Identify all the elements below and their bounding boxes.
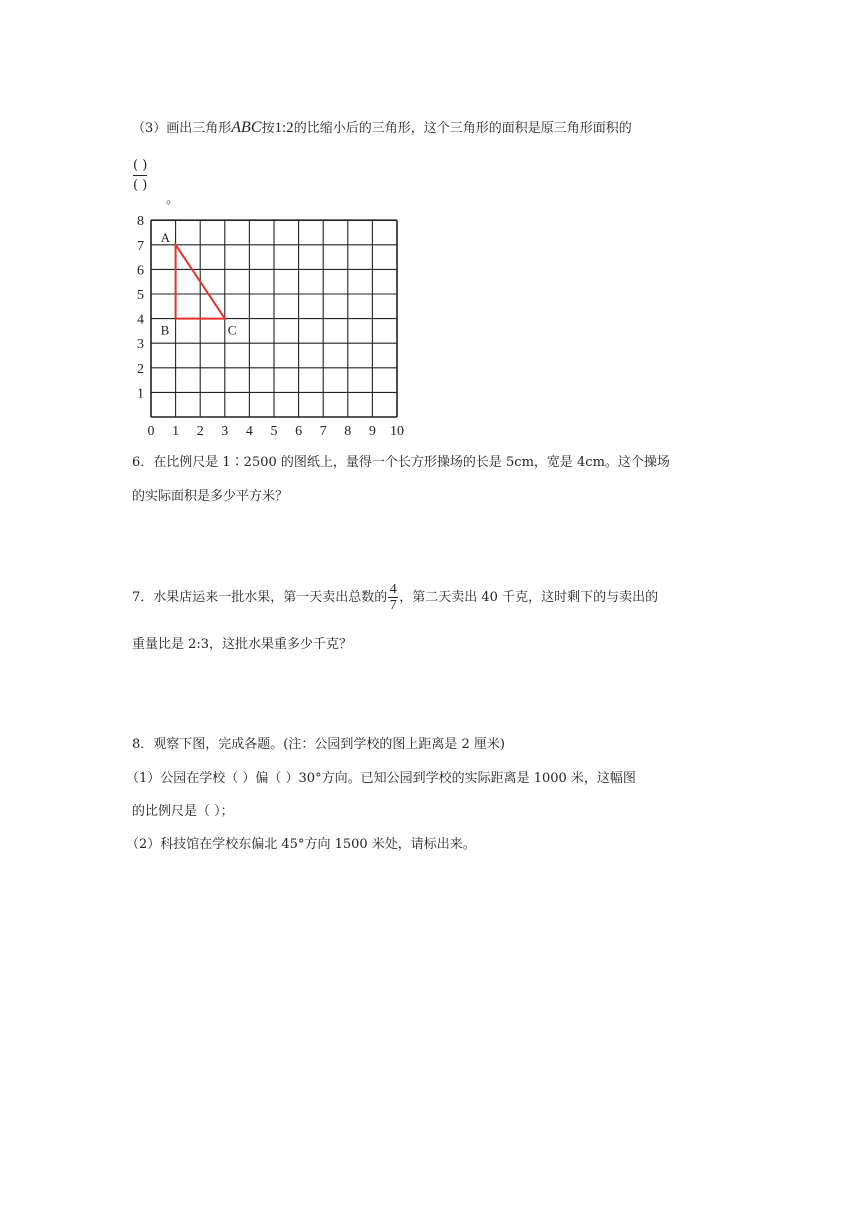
x-axis-labels bbox=[148, 424, 405, 438]
x-tick-label: 9 bbox=[368, 424, 376, 438]
q8-title: 8．观察下图，完成各题。(注：公园到学校的图上距离是 2 厘米) bbox=[132, 737, 505, 752]
point-label-c: C bbox=[227, 322, 237, 338]
y-axis-labels bbox=[137, 214, 144, 401]
y-tick-label: 8 bbox=[137, 214, 144, 230]
q7-pre: 7．水果店运来一批水果，第一天卖出总数的 bbox=[132, 590, 388, 605]
q8-part1-line2: 的比例尺是（ ）； bbox=[132, 804, 234, 819]
x-tick-label: 10 bbox=[390, 424, 404, 438]
q5-part3-line bbox=[132, 117, 632, 137]
q5-part3-end: 。 bbox=[166, 192, 180, 207]
q7-fraction-den: 7 bbox=[389, 598, 397, 613]
q7-post: ，第二天卖出 40 千克，这时剩下的与卖出的 bbox=[399, 590, 659, 605]
q5-part3-suffix: 的比缩小后的三角形，这个三角形的面积是原三角形面积的 bbox=[293, 121, 632, 136]
point-label-b: B bbox=[160, 322, 170, 338]
q7-line2: 重量比是 2:3，这批水果重多少千克？ bbox=[132, 637, 353, 652]
x-tick-label: 8 bbox=[344, 424, 352, 438]
q7-fraction bbox=[388, 582, 398, 613]
y-tick-label: 6 bbox=[137, 263, 144, 279]
y-tick-label: 3 bbox=[137, 337, 144, 353]
y-tick-label: 4 bbox=[137, 312, 144, 328]
x-tick-label: 0 bbox=[147, 424, 155, 438]
q8-part1-line1: （1）公园在学校（ ）偏（ ）30°方向。已知公园到学校的实际距离是 1000 米，这幅图 bbox=[126, 771, 636, 786]
x-tick-label: 3 bbox=[221, 424, 229, 438]
q5-part3-ratio: 1:2 bbox=[274, 120, 294, 136]
x-tick-label: 2 bbox=[196, 424, 204, 438]
y-tick-label: 5 bbox=[137, 288, 144, 303]
x-tick-label: 4 bbox=[245, 424, 253, 438]
coordinate-grid bbox=[130, 208, 410, 438]
point-label-a: A bbox=[160, 229, 170, 245]
x-tick-label: 6 bbox=[295, 424, 303, 438]
fraction-denominator-blank: ( ) bbox=[133, 178, 148, 193]
answer-fraction-blank[interactable] bbox=[133, 158, 147, 193]
x-tick-label: 5 bbox=[270, 424, 278, 438]
fraction-numerator-blank: ( ) bbox=[133, 158, 148, 173]
q5-part3-abc: ABC bbox=[231, 119, 262, 136]
q5-part3-an: 按 bbox=[261, 121, 275, 136]
q6-line1: 6．在比例尺是 1∶2500 的图纸上，量得一个长方形操场的长是 5cm，宽是 4cm。这个操场 bbox=[132, 455, 670, 470]
q6-line2: 的实际面积是多少平方米？ bbox=[132, 489, 289, 504]
x-tick-label: 7 bbox=[319, 424, 327, 438]
x-tick-label: 1 bbox=[172, 424, 180, 438]
q7-fraction-num: 4 bbox=[389, 582, 397, 597]
q7-line1 bbox=[132, 582, 658, 613]
q5-part3-prefix: （3）画出三角形 bbox=[132, 121, 232, 136]
q8-part2: （2）科技馆在学校东偏北 45°方向 1500 米处，请标出来。 bbox=[126, 837, 476, 852]
y-tick-label: 7 bbox=[137, 238, 144, 254]
y-tick-label: 2 bbox=[137, 361, 144, 377]
y-tick-label: 1 bbox=[137, 386, 144, 402]
